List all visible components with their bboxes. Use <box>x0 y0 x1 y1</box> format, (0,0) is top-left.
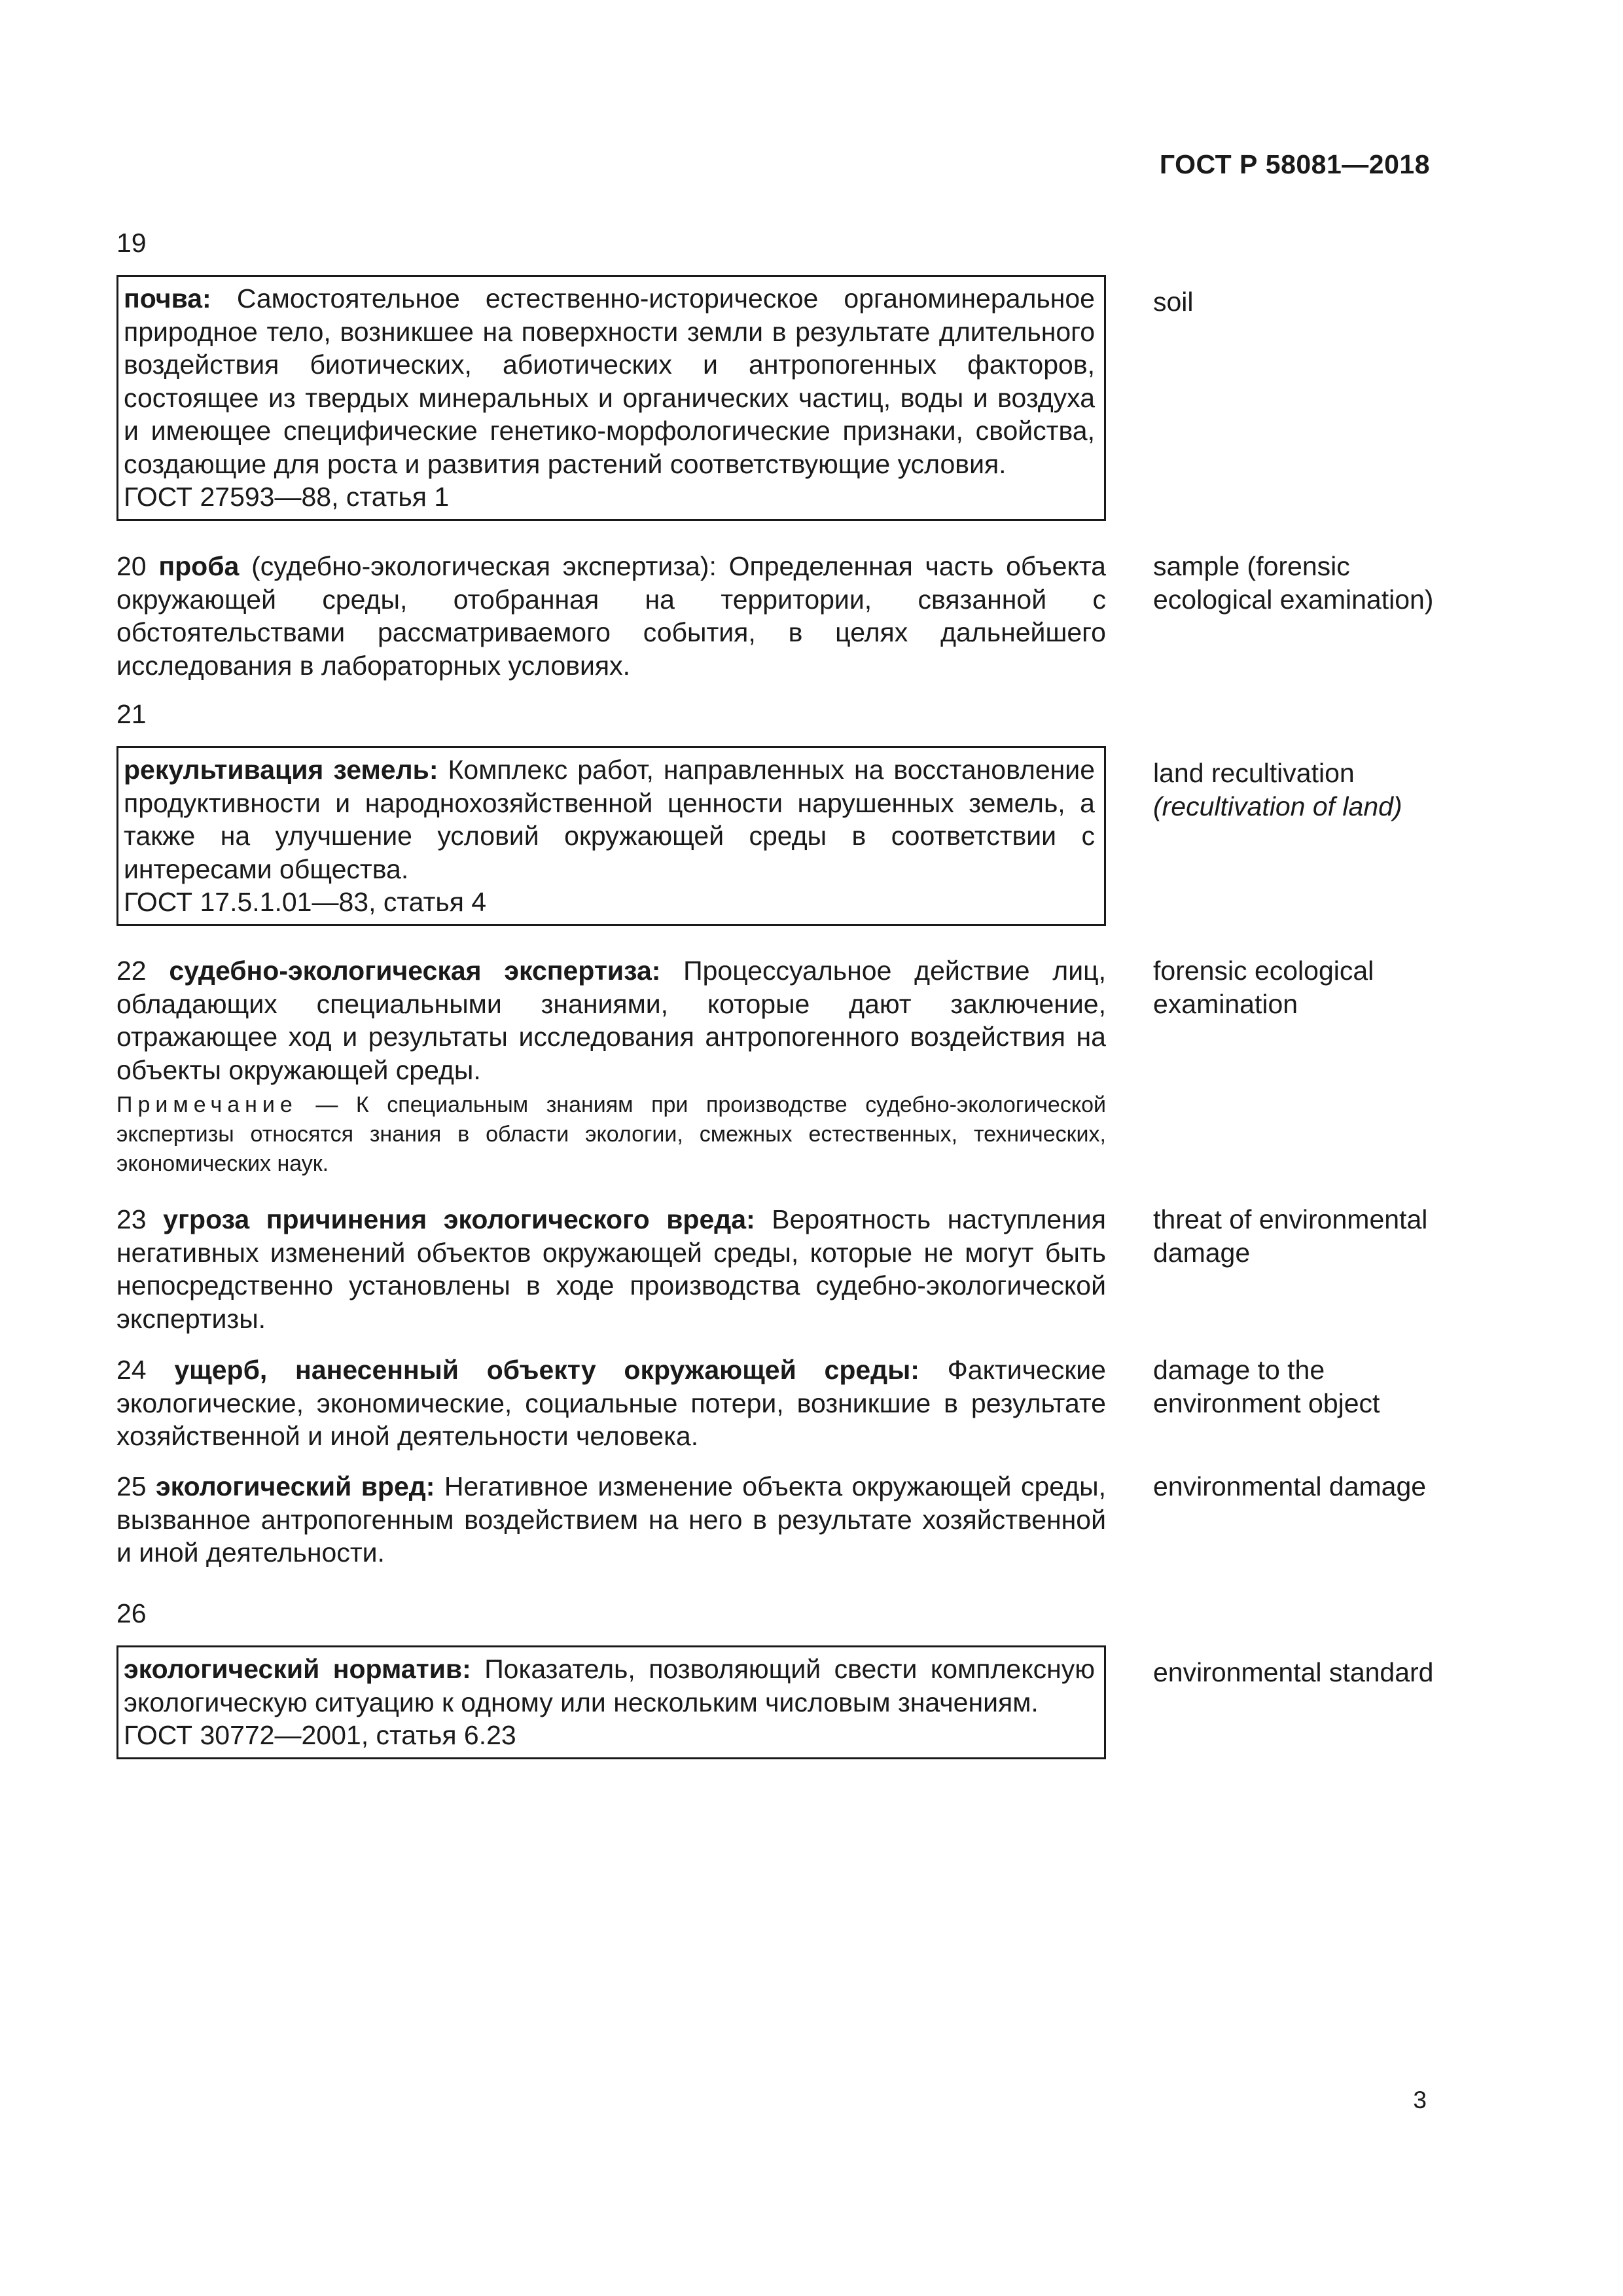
note-label: Примечание <box>116 1092 298 1117</box>
term-definition: (судебно-экологическая экспертиза): Определенная часть объекта окружающей среды, отобранная на территории, связанной с обстоятельствами рассматриваемого события, в целях дальнейшего исследования в лабораторных условиях. <box>116 551 1106 681</box>
term-english-alt: (recultivation of land) <box>1153 791 1402 821</box>
term-definition-block <box>124 282 1095 480</box>
term-name: ущерб, нанесенный объекту окружающей среды: <box>174 1355 919 1385</box>
term-english: forensic ecological examination <box>1153 956 1374 1019</box>
term-definition: Самостоятельное естественно-историческое органоминеральное природное тело, возникшее на поверхности земли в результате длительного воздействия биотических, абиотических и антропогенных факторов, состоящее из твердых минеральных и органических частиц, воды и воздуха и имеющее специфические генетико-морфологические признаки, свойства, создающие для роста и развития растений соответствующие условия. <box>124 283 1095 479</box>
term-entry <box>116 1203 1106 1335</box>
term-name: угроза причинения экологического вреда: <box>163 1204 755 1234</box>
term-entry <box>116 550 1106 682</box>
term-english: soil <box>1153 287 1194 317</box>
term-name: почва: <box>124 283 211 314</box>
document-header: ГОСТ Р 58081—2018 <box>1159 149 1430 179</box>
term-entry <box>116 1470 1106 1570</box>
term-number: 20 <box>116 551 147 581</box>
term-source: ГОСТ 17.5.1.01—83, статья 4 <box>124 887 487 917</box>
term-entry <box>116 954 1106 1086</box>
term-number: 25 <box>116 1471 147 1501</box>
term-english: sample (forensic ecological examination) <box>1153 551 1434 615</box>
note-text: — К специальным знаниям при производстве судебно-экологической экспертизы относятся знания в области экологии, смежных естественных, технических, экономических наук. <box>116 1092 1106 1176</box>
term-source: ГОСТ 27593—88, статья 1 <box>124 482 450 512</box>
term-definition: Комплекс работ, направленных на восстановление продуктивности и народнохозяйственной ценности нарушенных земель, а также на улучшение условий окружающей среды в соответствии с интересами общества. <box>124 755 1095 884</box>
term-box <box>116 1645 1106 1759</box>
term-name: экологический вред: <box>156 1471 435 1501</box>
term-definition-block <box>124 1653 1095 1719</box>
term-number: 22 <box>116 956 147 986</box>
term-english: environmental standard <box>1153 1657 1434 1687</box>
term-english: damage to the environment object <box>1153 1355 1380 1418</box>
term-number: 19 <box>116 228 147 258</box>
term-source: ГОСТ 30772—2001, статья 6.23 <box>124 1720 516 1750</box>
term-english: environmental damage <box>1153 1471 1427 1501</box>
term-definition: Фактические экологические, экономические, социальные потери, возникшие в результате хозяйственной и иной деятельности человека. <box>116 1355 1106 1451</box>
term-english-block <box>1153 757 1441 823</box>
page-number: 3 <box>1413 2087 1427 2113</box>
term-number: 21 <box>116 699 147 729</box>
term-english: land recultivation <box>1153 758 1355 788</box>
term-number: 26 <box>116 1598 147 1628</box>
term-name: судебно-экологическая экспертиза: <box>169 956 661 986</box>
term-number: 23 <box>116 1204 147 1234</box>
term-definition-block <box>124 753 1095 886</box>
term-definition: Негативное изменение объекта окружающей среды, вызванное антропогенным воздействием на него в результате хозяйственной и иной деятельности. <box>116 1471 1106 1568</box>
term-name: рекультивация земель: <box>124 755 438 785</box>
term-english: threat of environmental damage <box>1153 1204 1428 1268</box>
term-note <box>116 1090 1106 1179</box>
term-name: экологический норматив: <box>124 1654 471 1684</box>
term-number: 24 <box>116 1355 147 1385</box>
term-box <box>116 746 1106 926</box>
term-entry <box>116 1354 1106 1453</box>
term-definition: Вероятность наступления негативных изменений объектов окружающей среды, которые не могут быть непосредственно установлены в ходе производства судебно-экологической экспертизы. <box>116 1204 1106 1334</box>
term-definition: Процессуальное действие лиц, обладающих специальными знаниями, которые дают заключение, отражающее ход и результаты исследования антропогенного воздействия на объекты окружающей среды. <box>116 956 1106 1085</box>
term-definition: Показатель, позволяющий свести комплексную экологическую ситуацию к одному или нескольким числовым значениям. <box>124 1654 1095 1717</box>
term-box <box>116 275 1106 521</box>
term-name: проба <box>158 551 240 581</box>
